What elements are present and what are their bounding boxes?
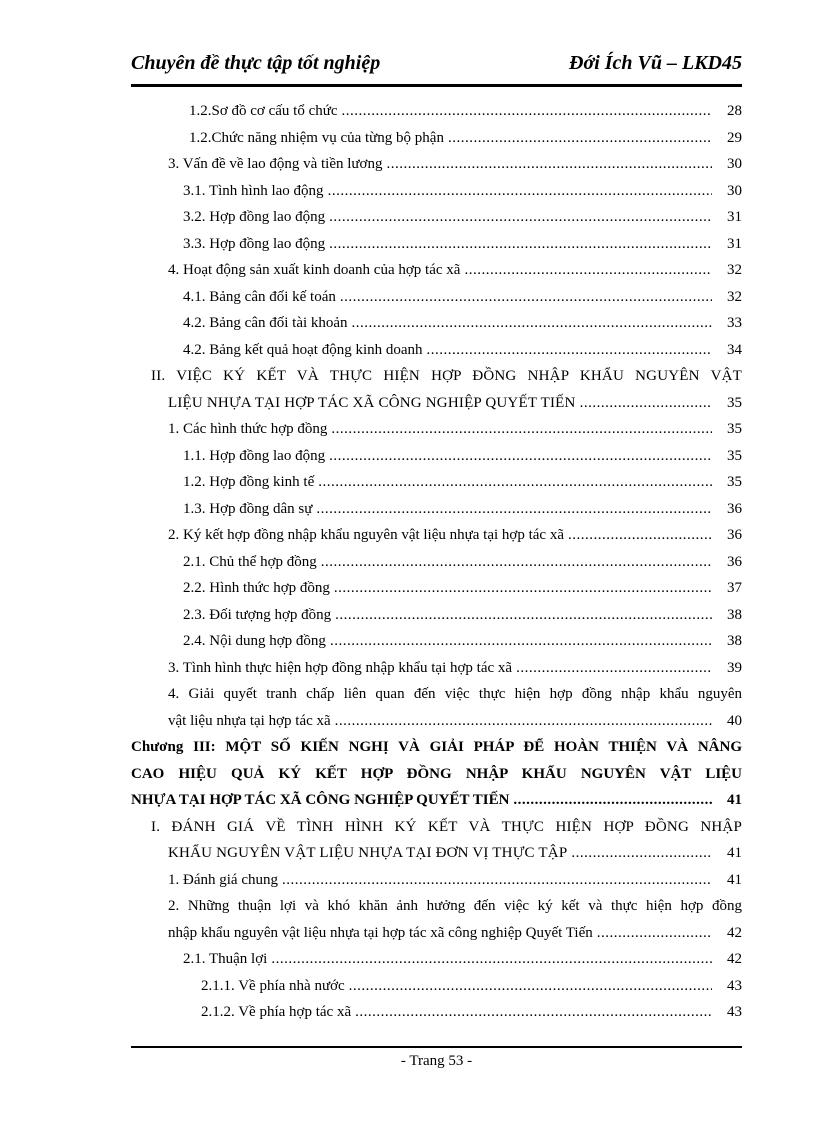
toc-page-number: 34	[727, 341, 742, 358]
toc-entry	[131, 602, 742, 629]
toc-entry	[131, 98, 742, 125]
toc-entry	[131, 867, 742, 894]
toc-page-number: 36	[727, 553, 742, 570]
toc-section-ii	[131, 363, 742, 416]
toc-chapter-3-line3: NHỰA TẠI HỢP TÁC XÃ CÔNG NGHIỆP QUYẾT TIẾN	[131, 792, 510, 808]
toc-entry	[131, 575, 742, 602]
toc-group-chapter2-part1	[131, 98, 742, 363]
toc-entry	[131, 522, 742, 549]
toc-entry	[131, 416, 742, 443]
toc-dot-leader	[448, 125, 712, 152]
toc-page-number: 36	[727, 500, 742, 517]
toc-entry-title: 1. Các hình thức hợp đồng	[168, 421, 328, 437]
toc-entry-title: 1.1. Hợp đồng lao động	[183, 447, 326, 464]
toc-dot-leader	[321, 549, 712, 576]
toc-dot-leader	[427, 337, 712, 364]
toc-entry	[131, 231, 742, 258]
toc-entry-title: 3.3. Hợp đồng lao động	[183, 235, 326, 252]
toc-group-chapter2-part2	[131, 416, 742, 681]
toc-item-2b-line1: 2. Những thuận lợi và khó khăn ảnh hưởng đến việc ký kết và thực hiện hợp đồng	[168, 898, 742, 914]
toc-entry-title: 2.2. Hình thức hợp đồng	[183, 580, 330, 596]
toc-entry	[131, 151, 742, 178]
toc-page-number: 30	[727, 182, 742, 199]
toc-page-number: 40	[727, 712, 742, 729]
toc-dot-leader	[568, 522, 712, 549]
header-title: Chuyên đề thực tập tốt nghiệp	[131, 52, 381, 74]
toc-section-ii-line2: LIỆU NHỰA TẠI HỢP TÁC XÃ CÔNG NGHIỆP QUYẾT TIẾN	[168, 394, 576, 411]
toc-dot-leader	[329, 443, 712, 470]
toc-entry-title: 2.1.1. Về phía nhà nước	[201, 977, 345, 994]
toc-page-number: 42	[727, 924, 742, 941]
toc-entry	[131, 496, 742, 523]
toc-item-2b-line2: nhập khẩu nguyên vật liệu nhựa tại hợp tác xã công nghiệp Quyết Tiến	[168, 924, 593, 941]
toc-dot-leader	[282, 867, 712, 894]
toc-dot-leader	[387, 151, 713, 178]
toc-entry-title: 1.2.Chức năng nhiệm vụ của từng bộ phận	[189, 129, 444, 146]
toc-entry	[131, 178, 742, 205]
page-footer	[131, 1046, 742, 1078]
toc-dot-leader	[271, 946, 712, 973]
toc-page-number: 35	[727, 421, 742, 437]
toc-dot-leader	[340, 284, 712, 311]
toc-dot-leader	[329, 204, 712, 231]
toc-dot-leader	[318, 469, 712, 496]
toc-page-number: 41	[727, 845, 742, 861]
toc-page-number: 31	[727, 209, 742, 225]
toc-entry	[131, 257, 742, 284]
toc-dot-leader	[329, 231, 712, 258]
toc-entry	[131, 655, 742, 682]
toc-entry	[131, 469, 742, 496]
toc-chapter-3-line1: Chương III: MỘT SỐ KIẾN NGHỊ VÀ GIẢI PHÁP ĐỂ HOÀN THIỆN VÀ NÂNG	[131, 739, 742, 755]
toc-entry-title: 3.2. Hợp đồng lao động	[183, 209, 326, 225]
toc-entry	[131, 310, 742, 337]
toc-page-number: 35	[727, 447, 742, 464]
toc-entry-title: 2.4. Nội dung hợp đồng	[183, 633, 326, 649]
toc-entry-title: 2.1.2. Về phía hợp tác xã	[201, 1004, 352, 1020]
toc-group-chapter3-part1	[131, 867, 742, 894]
toc-item-4-line1: 4. Giải quyết tranh chấp liên quan đến việc thực hiện hợp đồng nhập khẩu nguyên	[168, 686, 742, 702]
toc-entry-title: 1.2.Sơ đồ cơ cấu tổ chức	[189, 103, 338, 119]
toc-entry-title: 1.3. Hợp đồng dân sự	[183, 500, 313, 517]
toc-dot-leader	[597, 920, 712, 947]
toc-section-i	[131, 814, 742, 867]
toc-page-number: 38	[727, 633, 742, 649]
toc-page-number: 37	[727, 580, 742, 596]
toc-page-number: 38	[727, 606, 742, 623]
toc-group-chapter3-part2	[131, 946, 742, 1026]
toc-entry-title: 2.1. Thuận lợi	[183, 951, 268, 967]
toc-dot-leader	[331, 416, 712, 443]
toc-entry-title: 4.1. Bảng cân đối kế toán	[183, 288, 336, 305]
toc-page-number: 35	[727, 474, 742, 490]
toc-page-number: 32	[727, 262, 742, 278]
toc-section-i-line1: I. ĐÁNH GIÁ VỀ TÌNH HÌNH KÝ KẾT VÀ THỰC HIỆN HỢP ĐỒNG NHẬP	[151, 818, 742, 835]
toc-dot-leader	[516, 655, 712, 682]
toc-entry-title: 1.2. Hợp đồng kinh tế	[183, 474, 315, 490]
toc-page-number: 29	[727, 129, 742, 146]
toc-dot-leader	[349, 973, 712, 1000]
toc-entry	[131, 125, 742, 152]
toc-page-number: 36	[727, 527, 742, 543]
toc-section-i-line2: KHẨU NGUYÊN VẬT LIỆU NHỰA TẠI ĐƠN VỊ THỰC TẬP	[168, 845, 568, 861]
toc-chapter-3-line2: CAO HIỆU QUẢ KÝ KẾT HỢP ĐỒNG NHẬP KHẨU NGUYÊN VẬT LIỆU	[131, 765, 742, 782]
toc-page-number: 43	[727, 977, 742, 994]
toc-entry	[131, 946, 742, 973]
toc-section-ii-line1: II. VIỆC KÝ KẾT VÀ THỰC HIỆN HỢP ĐỒNG NHẬP KHẨU NGUYÊN VẬT	[151, 368, 742, 384]
toc-dot-leader	[513, 787, 712, 814]
toc-entry	[131, 549, 742, 576]
toc-dot-leader	[352, 310, 712, 337]
toc-entry-title: 4. Hoạt động sản xuất kinh doanh của hợp tác xã	[168, 262, 461, 278]
toc-entry	[131, 628, 742, 655]
table-of-contents	[131, 98, 742, 1026]
toc-dot-leader	[335, 708, 712, 735]
toc-page-number: 35	[727, 394, 742, 411]
toc-entry	[131, 284, 742, 311]
toc-dot-leader	[464, 257, 712, 284]
toc-entry-title: 2.3. Đối tượng hợp đồng	[183, 606, 332, 623]
toc-page-number: 43	[727, 1004, 742, 1020]
toc-entry-title: 4.2. Bảng cân đối tài khoản	[183, 315, 348, 331]
toc-entry	[131, 204, 742, 231]
page-number-footer: - Trang 53 -	[400, 1053, 473, 1069]
toc-page-number: 41	[727, 792, 742, 808]
toc-page-number: 42	[727, 951, 742, 967]
toc-dot-leader	[334, 575, 712, 602]
toc-item-4-line2: vật liệu nhựa tại hợp tác xã	[168, 712, 331, 729]
toc-entry-title: 2. Ký kết hợp đồng nhập khẩu nguyên vật liệu nhựa tại hợp tác xã	[168, 527, 564, 543]
toc-item-4	[131, 681, 742, 734]
toc-dot-leader	[335, 602, 712, 629]
toc-entry	[131, 443, 742, 470]
toc-dot-leader	[316, 496, 712, 523]
toc-page-number: 30	[727, 156, 742, 172]
toc-entry	[131, 337, 742, 364]
toc-entry-title: 3. Tình hình thực hiện hợp đồng nhập khẩu tại hợp tác xã	[168, 659, 513, 676]
toc-page-number: 31	[727, 235, 742, 252]
toc-page-number: 28	[727, 103, 742, 119]
toc-page-number: 41	[727, 871, 742, 888]
toc-dot-leader	[330, 628, 712, 655]
page-header	[131, 50, 742, 87]
header-author: Đới Ích Vũ – LKD45	[569, 52, 742, 74]
toc-entry-title: 4.2. Bảng kết quả hoạt động kinh doanh	[183, 341, 423, 358]
toc-entry-title: 3. Vấn đề về lao động và tiền lương	[168, 156, 383, 172]
toc-entry-title: 3.1. Tình hình lao động	[183, 182, 324, 199]
toc-entry-title: 1. Đánh giá chung	[168, 871, 278, 888]
toc-dot-leader	[342, 98, 712, 125]
toc-entry	[131, 973, 742, 1000]
toc-entry-title: 2.1. Chủ thể hợp đồng	[183, 553, 317, 570]
toc-chapter-3	[131, 734, 742, 814]
toc-page-number: 39	[727, 659, 742, 676]
toc-item-2b	[131, 893, 742, 946]
toc-dot-leader	[580, 390, 712, 417]
toc-page-number: 32	[727, 288, 742, 305]
toc-dot-leader	[328, 178, 712, 205]
toc-dot-leader	[571, 840, 712, 867]
toc-entry	[131, 999, 742, 1026]
toc-dot-leader	[355, 999, 712, 1026]
toc-page-number: 33	[727, 315, 742, 331]
